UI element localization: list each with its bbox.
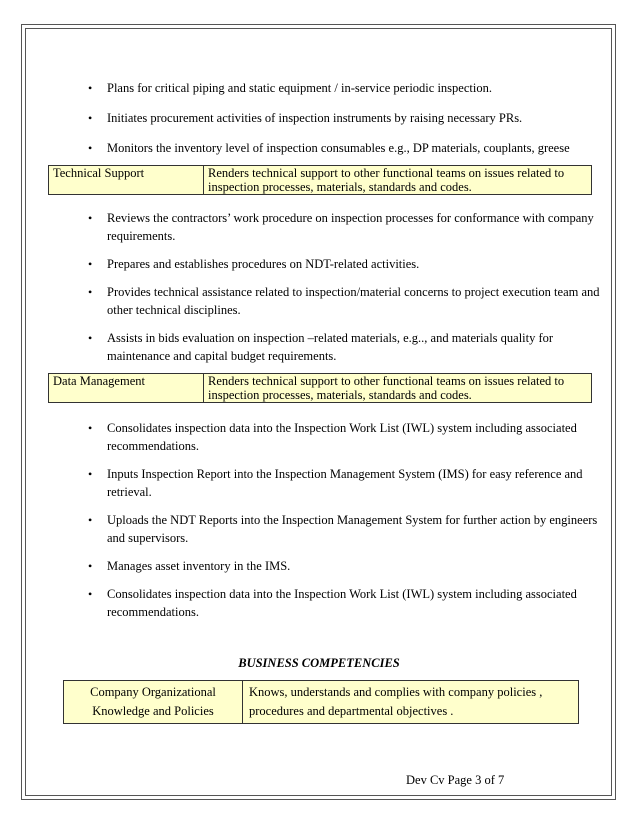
technical-support-table: [48, 165, 592, 195]
list-item: • Provides technical assistance related to inspection/material concerns to project execution team and other technical disciplines.: [88, 283, 606, 319]
data-management-list: [88, 419, 606, 621]
section-heading: BUSINESS COMPETENCIES: [238, 656, 400, 670]
list-item: • Uploads the NDT Reports into the Inspection Management System for further action by engineers and supervisors.: [88, 511, 606, 547]
list-item: • Consolidates inspection data into the Inspection Work List (IWL) system including associated recommendations.: [88, 419, 606, 455]
list-item: • Manages asset inventory in the IMS.: [88, 557, 606, 575]
technical-support-list: [88, 209, 606, 365]
business-competencies-table: [63, 680, 579, 724]
table-label: Data Management: [49, 374, 204, 403]
table-label: Technical Support: [49, 166, 204, 195]
list-item: • Prepares and establishes procedures on NDT-related activities.: [88, 255, 606, 273]
table-description: Renders technical support to other functional teams on issues related to inspection processes, materials, standards and codes.: [204, 166, 592, 195]
table-description: Renders technical support to other functional teams on issues related to inspection processes, materials, standards and codes.: [204, 374, 592, 403]
table-description: Knows, understands and complies with company policies , procedures and departmental objectives .: [243, 681, 579, 724]
list-item: • Inputs Inspection Report into the Inspection Management System (IMS) for easy reference and retrieval.: [88, 465, 606, 501]
list-item: • Plans for critical piping and static equipment / in-service periodic inspection.: [88, 79, 606, 97]
data-management-table: [48, 373, 592, 403]
page-footer: Dev Cv Page 3 of 7: [406, 773, 505, 787]
table-label: Company Organizational Knowledge and Policies: [64, 681, 243, 724]
list-item: • Reviews the contractors’ work procedure on inspection processes for conformance with company requirements.: [88, 209, 606, 245]
list-item: • Initiates procurement activities of inspection instruments by raising necessary PRs.: [88, 109, 606, 127]
list-item: • Monitors the inventory level of inspection consumables e.g., DP materials, couplants, greese: [88, 139, 606, 157]
list-item: • Assists in bids evaluation on inspection –related materials, e.g.., and materials quality for maintenance and capital budget requirements.: [88, 329, 606, 365]
list-item: • Consolidates inspection data into the Inspection Work List (IWL) system including associated recommendations.: [88, 585, 606, 621]
inspection-duties-list: [88, 79, 606, 157]
